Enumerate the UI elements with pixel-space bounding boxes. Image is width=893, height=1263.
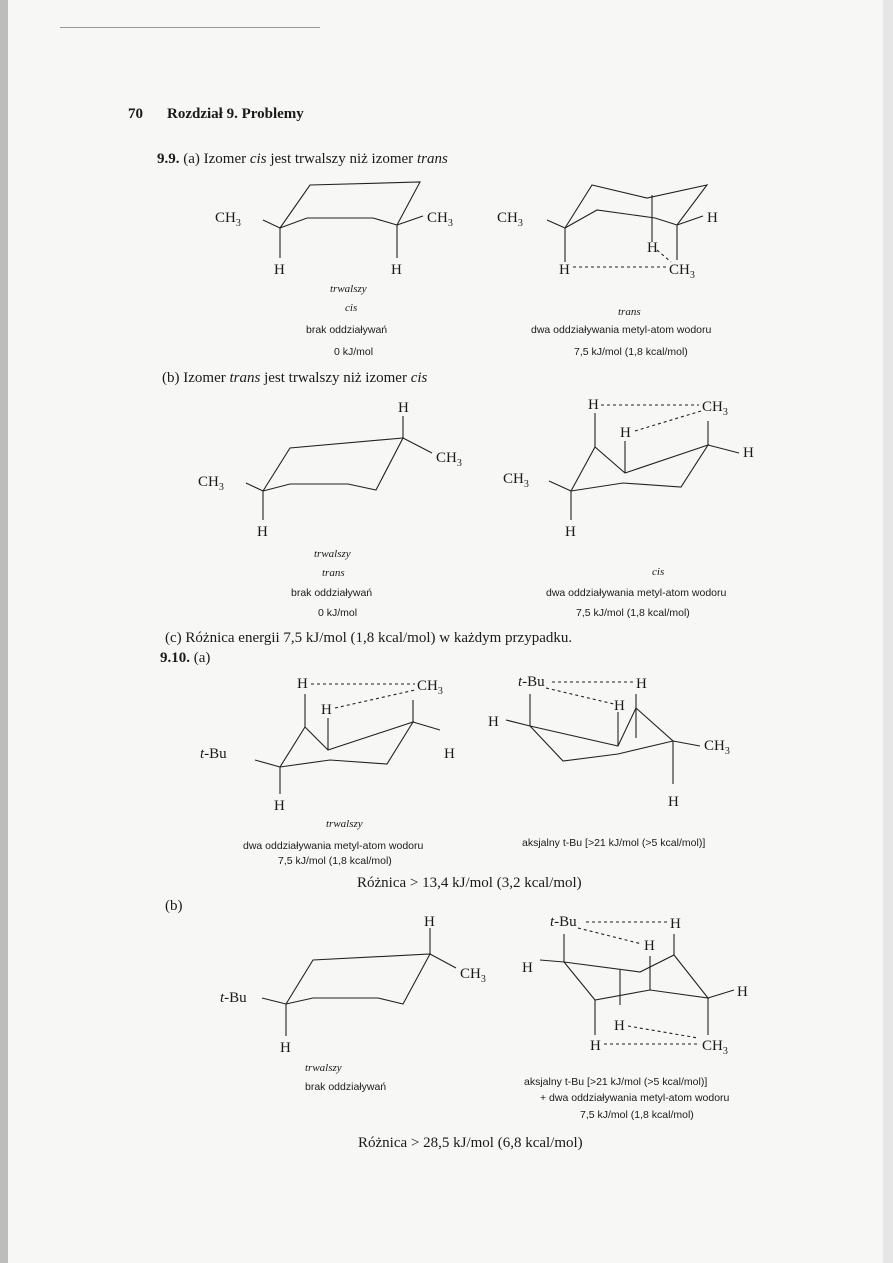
- problem-9-10-a-statement: [160, 650, 210, 667]
- statement-pre: Izomer: [203, 151, 247, 167]
- svg-text:CH3: [417, 678, 443, 697]
- h-label: H: [707, 210, 718, 226]
- h-label: H: [668, 794, 679, 810]
- h-label: H: [670, 916, 681, 932]
- part-label: (a): [183, 151, 200, 167]
- page-number: 70: [128, 106, 143, 122]
- caption-energy: 7,5 kJ/mol (1,8 kcal/mol): [580, 1109, 694, 1121]
- scan-left-edge: [0, 0, 8, 1263]
- h-label: H: [522, 960, 533, 976]
- caption-more-stable: trwalszy: [305, 1062, 342, 1074]
- h-label: H: [644, 938, 655, 954]
- isomer-name: trans: [229, 370, 261, 386]
- problem-9-9-b-statement: [162, 370, 427, 387]
- h-label: H: [488, 714, 499, 730]
- problem-9-9-a-statement: [157, 151, 448, 168]
- h-label: H: [636, 676, 647, 692]
- ch3-label: CH: [436, 450, 457, 466]
- cis-chair-structure: [503, 395, 763, 545]
- trans-chair-structure: [497, 170, 727, 280]
- tbu-label: -Bu: [204, 746, 227, 762]
- svg-text:t-Bu: [550, 914, 577, 930]
- caption-isomer: trans: [618, 306, 641, 318]
- problem-9-10-b-label: (b): [165, 898, 183, 914]
- h-label: H: [297, 676, 308, 692]
- axial-tbu-axial-methyl-chair-structure: [520, 910, 770, 1060]
- h-label: H: [588, 397, 599, 413]
- caption-interactions: brak oddziaływań: [306, 324, 388, 336]
- h-label: H: [737, 984, 748, 1000]
- svg-text:CH3: [436, 450, 462, 469]
- svg-text:CH3: [198, 474, 224, 493]
- subscript: 3: [456, 458, 462, 469]
- h-label: H: [614, 1018, 625, 1034]
- caption-energy: 0 kJ/mol: [318, 607, 358, 619]
- svg-text:CH3: [497, 210, 523, 229]
- subscript: 3: [689, 270, 695, 281]
- ch3-label: CH: [503, 471, 524, 487]
- caption-isomer: cis: [652, 566, 665, 578]
- h-label: H: [280, 1040, 291, 1056]
- subscript: 3: [517, 218, 523, 229]
- svg-text:t-Bu: [220, 990, 247, 1006]
- svg-text:CH3: [702, 399, 728, 418]
- caption-axial-tbu: aksjalny t-Bu [>21 kJ/mol (>5 kcal/mol)]: [524, 1076, 708, 1088]
- subscript: 3: [235, 218, 241, 229]
- caption-energy: 7,5 kJ/mol (1,8 kcal/mol): [576, 607, 690, 619]
- caption-energy: 7,5 kJ/mol (1,8 kcal/mol): [574, 346, 688, 358]
- h-label: H: [321, 702, 332, 718]
- energy-difference: Różnica > 28,5 kJ/mol (6,8 kcal/mol): [358, 1135, 583, 1151]
- cis-chair-structure: [215, 170, 505, 280]
- subscript: 3: [437, 686, 443, 697]
- caption-energy: 7,5 kJ/mol (1,8 kcal/mol): [278, 855, 392, 867]
- tbu-label: -Bu: [554, 914, 577, 930]
- part-label: (c): [165, 630, 182, 646]
- h-label: H: [590, 1038, 601, 1054]
- top-rule: [60, 27, 320, 28]
- caption-interactions: dwa oddziaływania metyl-atom wodoru: [546, 587, 727, 599]
- h-label: H: [565, 524, 576, 540]
- subscript: 3: [480, 974, 486, 985]
- tbu-methyl-equatorial-chair-structure: [218, 912, 498, 1062]
- h-label: H: [398, 400, 409, 416]
- caption-more-stable: trwalszy: [314, 548, 351, 560]
- subscript: 3: [218, 482, 224, 493]
- ch3-label: CH: [215, 210, 236, 226]
- h-label: H: [257, 524, 268, 540]
- tbu-prefix: t: [200, 746, 205, 762]
- ch3-label: CH: [702, 1038, 723, 1054]
- svg-text:t-Bu: [518, 674, 545, 690]
- caption-isomer: cis: [345, 302, 358, 314]
- ch3-label: CH: [702, 399, 723, 415]
- tbu-prefix: t: [220, 990, 225, 1006]
- subscript: 3: [523, 479, 529, 490]
- svg-text:CH3: [704, 738, 730, 757]
- ch3-label: CH: [460, 966, 481, 982]
- subscript: 3: [722, 407, 728, 418]
- caption-interactions: dwa oddziaływania metyl-atom wodoru: [243, 840, 424, 852]
- tbu-prefix: t: [550, 914, 555, 930]
- h-label: H: [647, 240, 658, 256]
- ch3-label: CH: [704, 738, 725, 754]
- isomer-name: trans: [416, 151, 448, 167]
- ch3-label: CH: [427, 210, 448, 226]
- ch3-label: CH: [417, 678, 438, 694]
- caption-interactions: brak oddziaływań: [291, 587, 373, 599]
- tbu-label: -Bu: [224, 990, 247, 1006]
- svg-text:CH3: [702, 1038, 728, 1057]
- problem-number: 9.9.: [157, 151, 180, 167]
- isomer-name: cis: [249, 151, 267, 167]
- svg-text:CH3: [669, 262, 695, 281]
- h-label: H: [743, 445, 754, 461]
- svg-text:CH3: [427, 210, 453, 229]
- caption-interactions: + dwa oddziaływania metyl-atom wodoru: [540, 1092, 730, 1104]
- h-label: H: [614, 698, 625, 714]
- svg-text:t-Bu: [200, 746, 227, 762]
- caption-interactions: brak oddziaływań: [305, 1081, 387, 1093]
- trans-chair-structure: [198, 398, 488, 538]
- caption-isomer: trans: [322, 567, 345, 579]
- part-label: (b): [162, 370, 180, 386]
- scan-right-edge: [883, 0, 893, 1263]
- svg-text:CH3: [215, 210, 241, 229]
- subscript: 3: [447, 218, 453, 229]
- statement-text: Różnica energii 7,5 kJ/mol (1,8 kcal/mol) w każdym przypadku.: [185, 630, 573, 646]
- subscript: 3: [724, 746, 730, 757]
- caption-more-stable: trwalszy: [330, 283, 367, 295]
- svg-text:CH3: [460, 966, 486, 985]
- isomer-name: cis: [410, 370, 428, 386]
- caption-more-stable: trwalszy: [326, 818, 363, 830]
- h-label: H: [620, 425, 631, 441]
- h-label: H: [274, 262, 285, 278]
- chapter-title: Rozdział 9. Problemy: [167, 106, 304, 122]
- ch3-label: CH: [198, 474, 219, 490]
- problem-9-9-c-statement: [165, 630, 572, 647]
- statement-mid: jest trwalszy niż izomer: [270, 151, 414, 167]
- tbu-prefix: t: [518, 674, 523, 690]
- h-label: H: [444, 746, 455, 762]
- ch3-label: CH: [497, 210, 518, 226]
- tbu-label: -Bu: [522, 674, 545, 690]
- caption-energy: 0 kJ/mol: [334, 346, 374, 358]
- energy-difference: Różnica > 13,4 kJ/mol (3,2 kcal/mol): [357, 875, 582, 891]
- caption-axial-tbu: aksjalny t-Bu [>21 kJ/mol (>5 kcal/mol)]: [522, 837, 706, 849]
- statement-mid: jest trwalszy niż izomer: [264, 370, 407, 386]
- statement-pre: Izomer: [183, 370, 226, 386]
- caption-interactions: dwa oddziaływania metyl-atom wodoru: [531, 324, 712, 336]
- ch3-label: CH: [669, 262, 690, 278]
- h-label: H: [424, 914, 435, 930]
- axial-tbu-chair-structure: [488, 666, 768, 816]
- h-label: H: [274, 798, 285, 814]
- subscript: 3: [722, 1046, 728, 1057]
- h-label: H: [391, 262, 402, 278]
- svg-text:CH3: [503, 471, 529, 490]
- part-label: (a): [193, 650, 211, 666]
- problem-number: 9.10.: [160, 650, 190, 666]
- tbu-methyl-chair-structure: [200, 672, 475, 822]
- h-label: H: [559, 262, 570, 278]
